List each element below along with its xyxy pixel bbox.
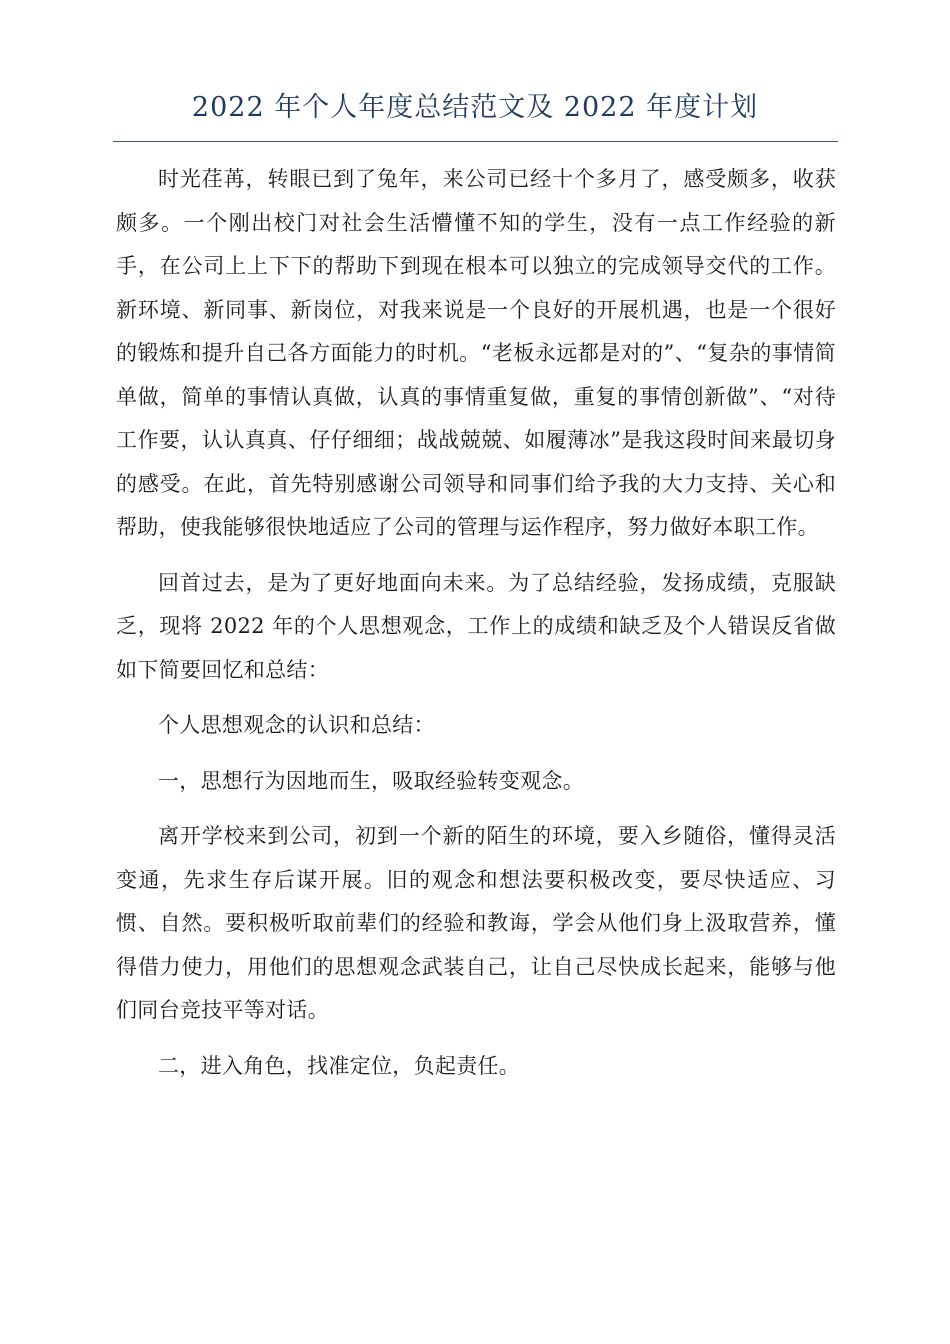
subheading-two: 二，进入角色，找准定位，负起责任。: [158, 1053, 521, 1078]
title-divider: [113, 141, 838, 142]
subheading-one: 一，思想行为因地而生，吸取经验转变观念。: [158, 768, 584, 793]
section-heading-thoughts: 个人思想观念的认识和总结：: [158, 713, 435, 737]
paragraph-intro: 时光荏苒，转眼已到了兔年，来公司已经十个多月了，感受颇多，收获颇多。一个刚出校门对社会生活懵懂不知的学生，没有一点工作经验的新手，在公司上上下下的帮助下到现在根本可以独立的完成领导交代的工作。新环境、新同事、新岗位，对我来说是一个良好的开展机遇，也是一个很好的锻炼和提升自己各方面能力的时机。“老板永远都是对的”、“复杂的事情简单做，简单的事情认真做，认真的事情重复做，重复的事情创新做”、“对待工作要，认认真真、仔仔细细；战战兢兢、如履薄冰”是我这段时间来最切身的感受。在此，首先特别感谢公司领导和同事们给予我的大力支持、关心和帮助，使我能够很快地适应了公司的管理与运作程序，努力做好本职工作。: [116, 167, 836, 539]
document-body: [116, 158, 836, 1100]
paragraph-adapt: 离开学校来到公司，初到一个新的陌生的环境，要入乡随俗，懂得灵活变通，先求生存后谋开展。旧的观念和想法要积极改变，要尽快适应、习惯、自然。要积极听取前辈们的经验和教诲，学会从他们身上汲取营养，懂得借力使力，用他们的思想观念武装自己，让自己尽快成长起来，能够与他们同台竞技平等对话。: [116, 824, 836, 1022]
document-title: 2022 年个人年度总结范文及 2022 年度计划: [191, 92, 759, 123]
paragraph-review: 回首过去，是为了更好地面向未来。为了总结经验，发扬成绩，克服缺乏，现将 2022 年的个人思想观念，工作上的成绩和缺乏及个人错误反省做如下简要回忆和总结：: [116, 570, 836, 682]
